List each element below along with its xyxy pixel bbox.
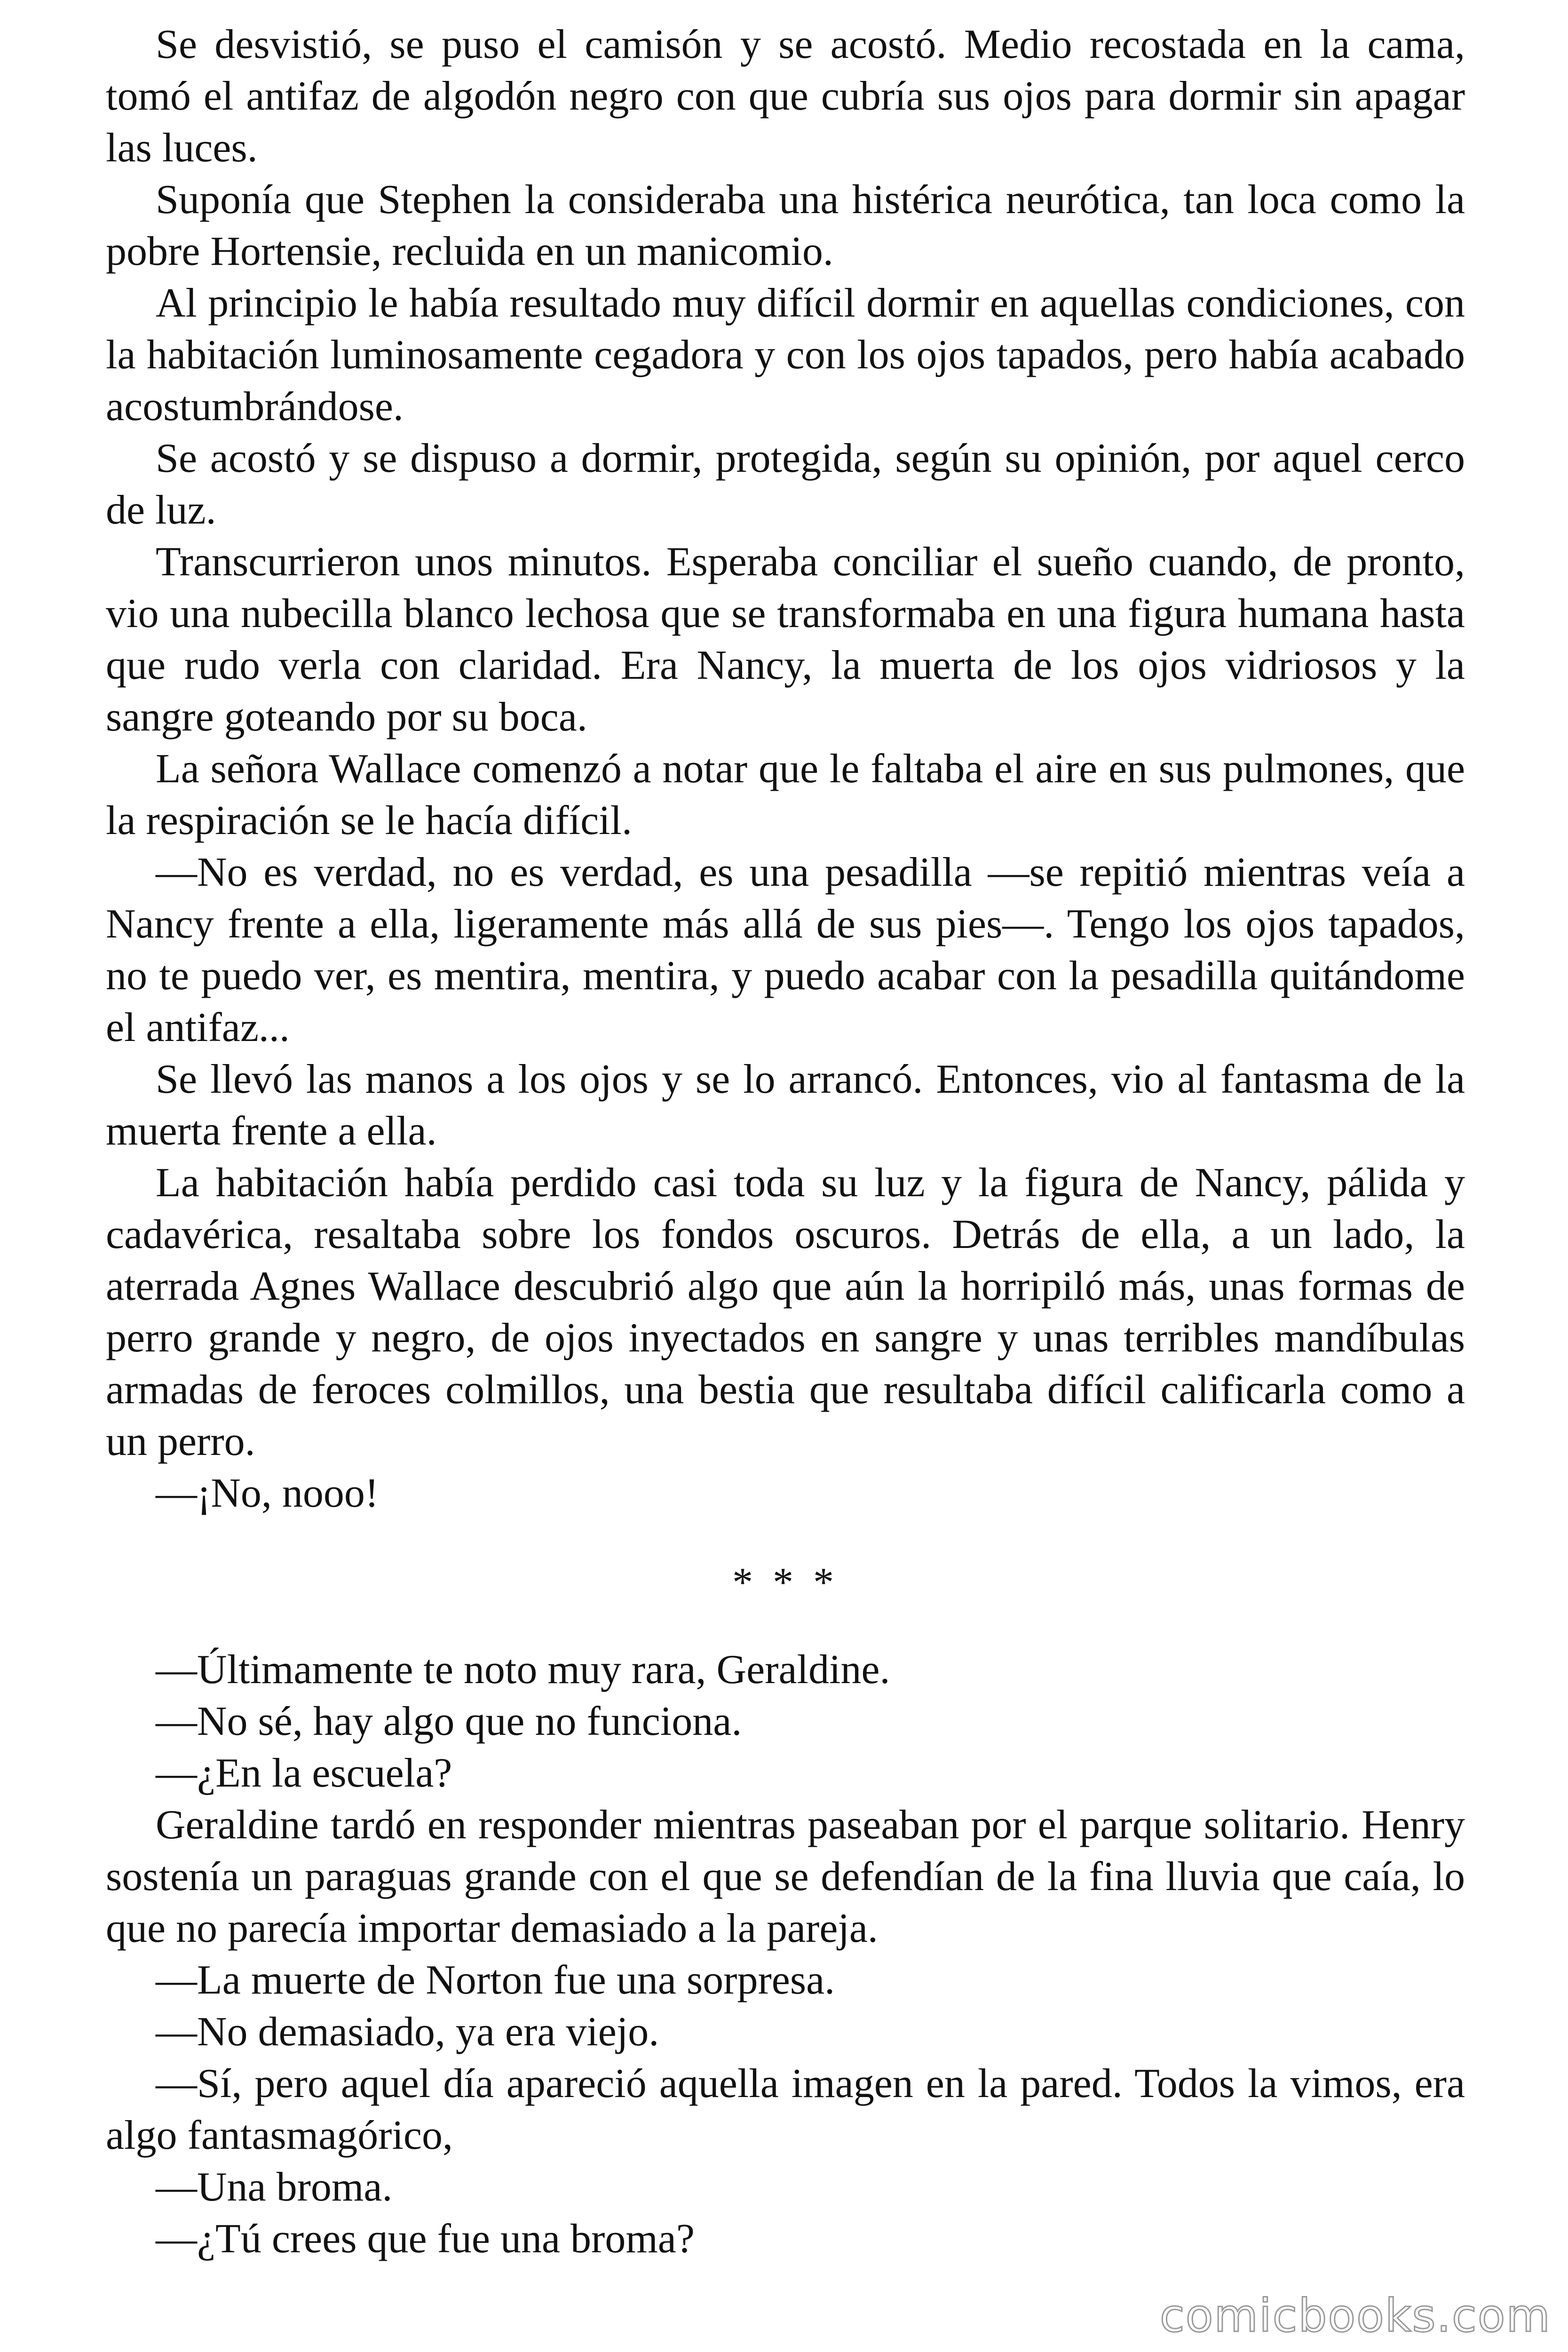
- paragraph: —No sé, hay algo que no funciona.: [156, 1699, 742, 1744]
- paragraph: Transcurrieron unos minutos. Esperaba conciliar el sueño cuando, de pronto, vio una nubecilla blanco lechosa que se transformaba en una figura humana hasta que rudo verla con claridad. Era Nancy, la muerta de los ojos vidriosos y la sangre goteando por su boca.: [106, 539, 1465, 740]
- paragraph: La habitación había perdido casi toda su luz y la figura de Nancy, pálida y cadavérica, resaltaba sobre los fondos oscuros. Detrás de ella, a un lado, la aterrada Agnes Wallace descubrió algo que aún la horripiló más, unas formas de perro grande y negro, de ojos inyectados en sangre y unas terribles mandíbulas armadas de feroces colmillos, una bestia que resultaba difícil calificarla como a un perro.: [106, 1160, 1465, 1464]
- paragraph: Se desvistió, se puso el camisón y se acostó. Medio recostada en la cama, tomó el antifaz de algodón negro con que cubría sus ojos para dormir sin apagar las luces.: [106, 22, 1465, 171]
- paragraph: Al principio le había resultado muy difícil dormir en aquellas condiciones, con la habitación luminosamente cegadora y con los ojos tapados, pero había acabado acostumbrándose.: [106, 280, 1465, 429]
- section-two: [106, 1644, 1465, 2265]
- book-page: [106, 19, 1465, 2265]
- paragraph: —Sí, pero aquel día apareció aquella imagen en la pared. Todos la vimos, era algo fantasmagórico,: [106, 2061, 1465, 2158]
- paragraph: —Últimamente te noto muy rara, Geraldine.: [156, 1647, 890, 1692]
- paragraph: —¿En la escuela?: [156, 1750, 452, 1796]
- paragraph: Se acostó y se dispuso a dormir, protegida, según su opinión, por aquel cerco de luz.: [106, 436, 1465, 533]
- paragraph: Suponía que Stephen la consideraba una histérica neurótica, tan loca como la pobre Hortensie, recluida en un manicomio.: [106, 177, 1465, 274]
- paragraph: —¿Tú crees que fue una broma?: [156, 2216, 695, 2262]
- paragraph: —No demasiado, ya era viejo.: [156, 2009, 659, 2055]
- paragraph: —¡No, nooo!: [156, 1470, 379, 1516]
- watermark: comicbooks.com: [1159, 2289, 1551, 2342]
- paragraph: —La muerte de Norton fue una sorpresa.: [156, 1957, 835, 2003]
- section-one: [106, 19, 1465, 1519]
- scene-separator: * * *: [732, 1560, 839, 1605]
- paragraph: —No es verdad, no es verdad, es una pesadilla —se repitió mientras veía a Nancy frente a ella, ligeramente más allá de sus pies—. Tengo los ojos tapados, no te puedo ver, es mentira, mentira, y puedo acabar con la pesadilla quitándome el antifaz...: [106, 850, 1465, 1050]
- paragraph: Geraldine tardó en responder mientras paseaban por el parque solitario. Henry sostenía un paraguas grande con el que se defendían de la fina lluvia que caía, lo que no parecía importar demasiado a la pareja.: [106, 1802, 1465, 1951]
- paragraph: —Una broma.: [156, 2164, 393, 2210]
- paragraph: La señora Wallace comenzó a notar que le faltaba el aire en sus pulmones, que la respiración se le hacía difícil.: [106, 746, 1465, 843]
- paragraph: Se llevó las manos a los ojos y se lo arrancó. Entonces, vio al fantasma de la muerta frente a ella.: [106, 1057, 1465, 1154]
